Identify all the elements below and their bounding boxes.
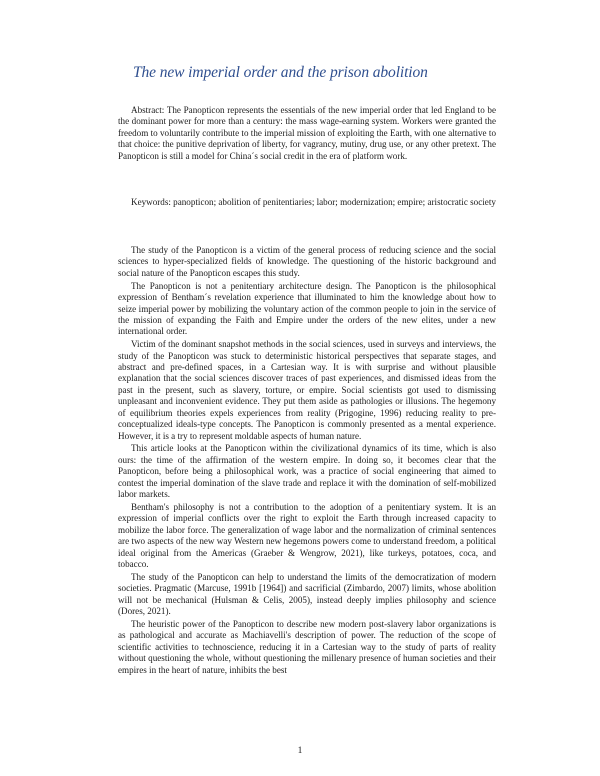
paragraph: The study of the Panopticon is a victim of the general process of reducing science and the social sciences to hyper-specialized fields of knowledge. The questioning of the historic background and social nature of the Panopticon escapes this study. (118, 245, 496, 278)
paragraph: This article looks at the Panopticon within the civilizational dynamics of its time, which is also ours: the time of the affirmation of the western empire. In doing so, it becomes clear that the Panopticon, before being a philosophical work, was a practice of social engineering that aimed to contest the imperial domination of the slave trade and replace it with the domination of self-mobilized labor markets. (118, 443, 496, 500)
paragraph: The study of the Panopticon can help to understand the limits of the democratization of modern societies. Pragmatic (Marcuse, 1991b [1964]) and sacrificial (Zimbardo, 2007) limits, whose abolition will not be mechanical (Hulsman & Celis, 2005), instead deeply implies philosophy and science (Dores, 2021). (118, 571, 496, 617)
paragraph: Bentham's philosophy is not a contribution to the adoption of a penitentiary system. It is an expression of imperial conflicts over the right to exploit the Earth through increased capacity to mobilize the labor force. The generalization of wage labor and the normalization of criminal sentences are two aspects of the new way Western new hegemons powers come to understand freedom, a political ideal original from the Americas (Graeber & Wengrow, 2021), like turkeys, potatoes, coca, and tobacco. (118, 501, 496, 569)
paragraph: The heuristic power of the Panopticon to describe new modern post-slavery labor organizations is as pathological and accurate as Machiavelli's description of power. The reduction of the scope of scientific activities to technoscience, reducing it in a Cartesian way to the study of parts of reality without questioning the whole, without questioning the millenary presence of human societies and their empires in the heart of nature, inhibits the best (118, 619, 496, 675)
body-text (118, 245, 496, 678)
paper-title: The new imperial order and the prison abolition (133, 64, 428, 81)
page-number: 1 (297, 746, 303, 756)
paragraph: Victim of the dominant snapshot methods in the social sciences, used in surveys and interviews, the study of the Panopticon was stuck to deterministic historical perspectives that separate stages, and abstract and pre-defined spaces, in a Cartesian way. It is with surprise and without plausible explanation that the social sciences discover traces of past experiences, and dismissed ideas from the past in the present, such as slavery, torture, or empire. Social scientists got used to dismissing unpleasant and inconvenient evidence. They put them aside as pathologies or illusions. The hegemony of equilibrium theories expels experiences from reality (Prigogine, 1996) reducing reality to pre-conceptualized ideals-type concepts. The Panopticon is commonly presented as a mental experience. However, it is a try to represent moldable aspects of human nature. (118, 339, 496, 441)
keywords: Keywords: panopticon; abolition of penitentiaries; labor; modernization; empire; aristocratic society (131, 197, 496, 207)
paragraph: The Panopticon is not a penitentiary architecture design. The Panopticon is the philosophical expression of Bentham´s revelation experience that illuminated to him the knowledge about how to seize imperial power by mobilizing the voluntary action of the common people to join in the service of the mission of expanding the Faith and Empire under the orders of the new elites, under a new international order. (118, 280, 496, 337)
abstract: Abstract: The Panopticon represents the essentials of the new imperial order that led England to be the dominant power for more than a century: the mass wage-earning system. Workers were granted the freedom to voluntarily contribute to the imperial mission of exploiting the Earth, with one alternative to that choice: the punitive deprivation of liberty, for vagrancy, mutiny, drug use, or any other pretext. The Panopticon is still a model for China´s social credit in the era of platform work. (118, 105, 496, 161)
